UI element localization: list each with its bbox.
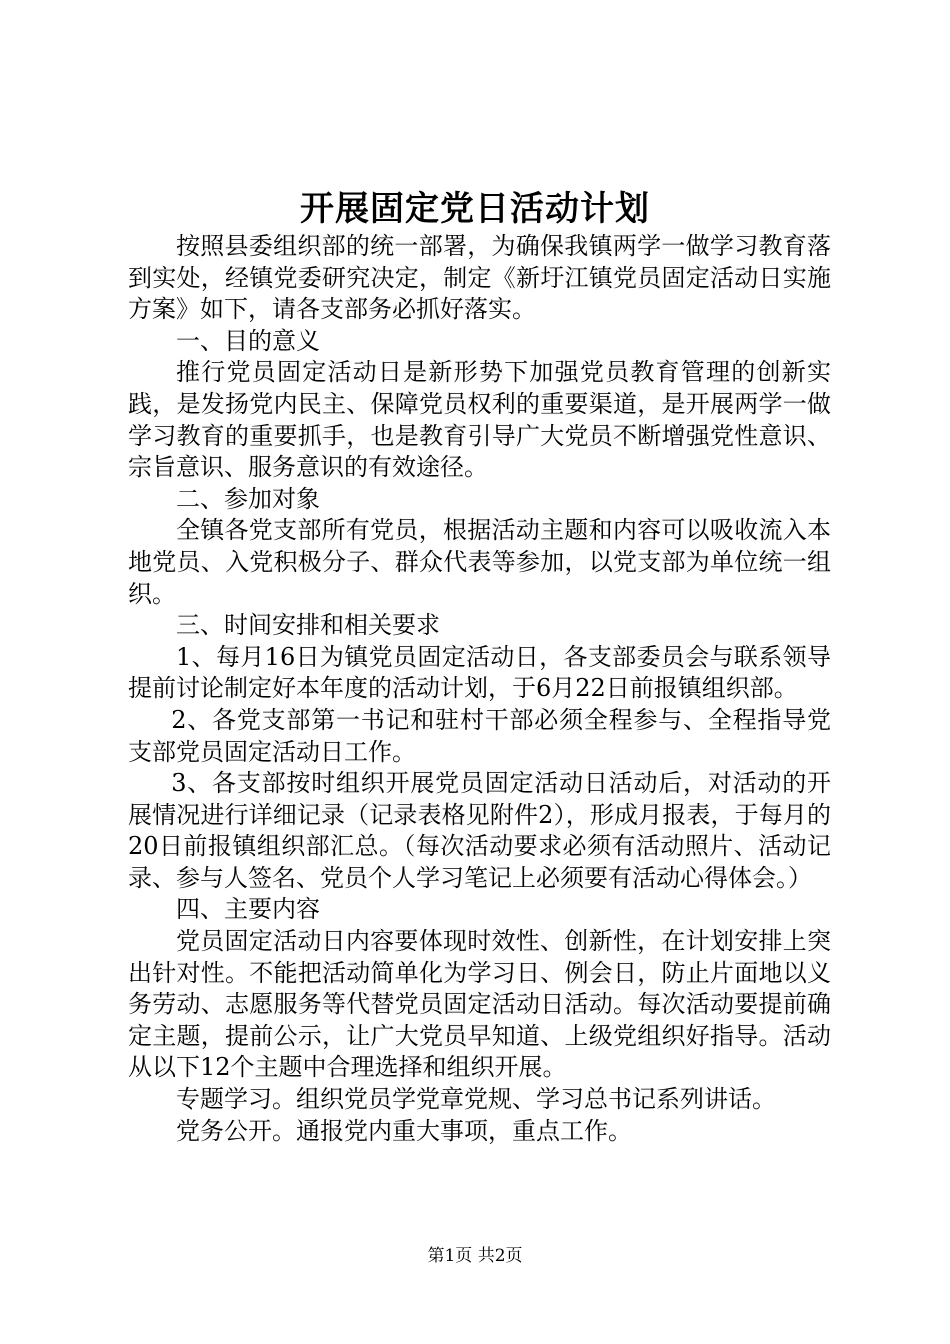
paragraph-participants: 全镇各党支部所有党员，根据活动主题和内容可以吸收流入本地党员、入党积极分子、群众代表等参加，以党支部为单位统一组织。: [128, 516, 831, 608]
paragraph-topic-disclosure: 党务公开。通报党内重大事项，重点工作。: [176, 1116, 632, 1145]
document-body: [128, 231, 831, 1147]
document-title: 开展固定党日活动计划: [300, 189, 650, 229]
section-heading-purpose: 一、目的意义: [176, 326, 320, 355]
paragraph-schedule-item-2: 2、各党支部第一书记和驻村干部必须全程参与、全程指导党支部党员固定活动日工作。: [128, 705, 831, 766]
section-heading-schedule: 三、时间安排和相关要求: [176, 611, 440, 640]
paragraph-schedule-item-1: 1、每月16日为镇党员固定活动日，各支部委员会与联系领导提前讨论制定好本年度的活动计划，于6月22日前报镇组织部。: [128, 642, 831, 703]
paragraph-purpose: 推行党员固定活动日是新形势下加强党员教育管理的创新实践，是发扬党内民主、保障党员权利的重要渠道，是开展两学一做学习教育的重要抓手，也是教育引导广大党员不断增强党性意识、宗旨意识、服务意识的有效途径。: [128, 358, 831, 482]
section-heading-participants: 二、参加对象: [176, 484, 320, 513]
paragraph-topic-study: 专题学习。组织党员学党章党规、学习总书记系列讲话。: [176, 1085, 776, 1114]
paragraph-intro: 按照县委组织部的统一部署，为确保我镇两学一做学习教育落到实处，经镇党委研究决定，制定《新圩江镇党员固定活动日实施方案》如下，请各支部务必抓好落实。: [128, 232, 831, 324]
section-heading-content: 四、主要内容: [176, 895, 320, 924]
paragraph-content: 党员固定活动日内容要体现时效性、创新性，在计划安排上突出针对性。不能把活动简单化为学习日、例会日，防止片面地以义务劳动、志愿服务等代替党员固定活动日活动。每次活动要提前确定主题，提前公示，让广大党员早知道、上级党组织好指导。活动从以下12个主题中合理选择和组织开展。: [128, 927, 831, 1082]
page-footer: 第1页 共2页: [427, 1246, 523, 1266]
paragraph-schedule-item-3: 3、各支部按时组织开展党员固定活动日活动后，对活动的开展情况进行详细记录（记录表格见附件2），形成月报表，于每月的20日前报镇组织部汇总。（每次活动要求必须有活动照片、活动记录、参与人签名、党员个人学习笔记上必须要有活动心得体会。）: [128, 769, 831, 892]
